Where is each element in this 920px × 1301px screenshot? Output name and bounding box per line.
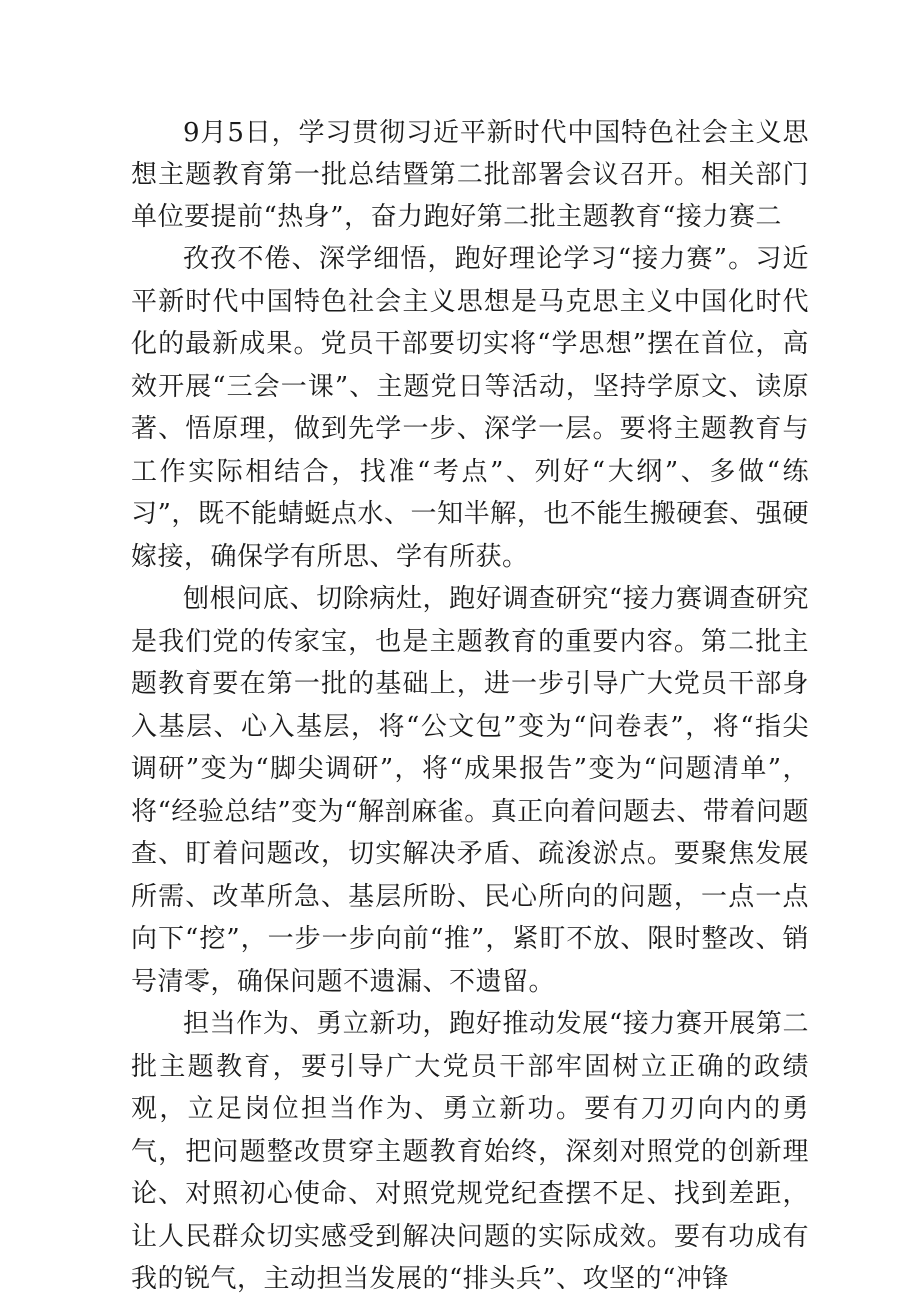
paragraph-meeting-intro: 9月5日，学习贯彻习近平新时代中国特色社会主义思想主题教育第一批总结暨第二批部署会议召开。相关部门单位要提前“热身”，奋力跑好第二批主题教育“接力赛二	[131, 118, 809, 232]
paragraph-theory-study: 孜孜不倦、深学细悟，跑好理论学习“接力赛”。习近平新时代中国特色社会主义思想是马克思主义中国化时代化的最新成果。党员干部要切实将“学思想”摆在首位，高效开展“三会一课”、主题党日等活动，坚持学原文、读原著、悟原理，做到先学一步、深学一层。要将主题教育与工作实际相结合，找准“考点”、列好“大纲”、多做“练习”，既不能蜻蜓点水、一知半解，也不能生搬硬套、强硬嫁接，确保学有所思、学有所获。	[131, 244, 809, 572]
paragraph-promote-development: 担当作为、勇立新功，跑好推动发展“接力赛开展第二批主题教育，要引导广大党员干部牢固树立正确的政绩观，立足岗位担当作为、勇立新功。要有刀刃向内的勇气，把问题整改贯穿主题教育始终，深刻对照党的创新理论、对照初心使命、对照党规党纪查摆不足、找到差距，让人民群众切实感受到解决问题的实际成效。要有功成有我的锐气，主动担当发展的“排头兵”、攻坚的“冲锋	[131, 1009, 809, 1294]
paragraph-investigation-research: 刨根问底、切除病灶，跑好调查研究“接力赛调查研究是我们党的传家宝，也是主题教育的重要内容。第二批主题教育要在第一批的基础上，进一步引导广大党员干部身入基层、心入基层，将“公文包”变为“问卷表”，将“指尖调研”变为“脚尖调研”，将“成果报告”变为“问题清单”，将“经验总结”变为“解剖麻雀。真正向着问题去、带着问题查、盯着问题改，切实解决矛盾、疏浚淤点。要聚焦发展所需、改革所急、基层所盼、民心所向的问题，一点一点向下“挖”，一步一步向前“推”，紧盯不放、限时整改、销号清零，确保问题不遗漏、不遗留。	[131, 584, 809, 997]
document-body	[131, 112, 809, 1301]
